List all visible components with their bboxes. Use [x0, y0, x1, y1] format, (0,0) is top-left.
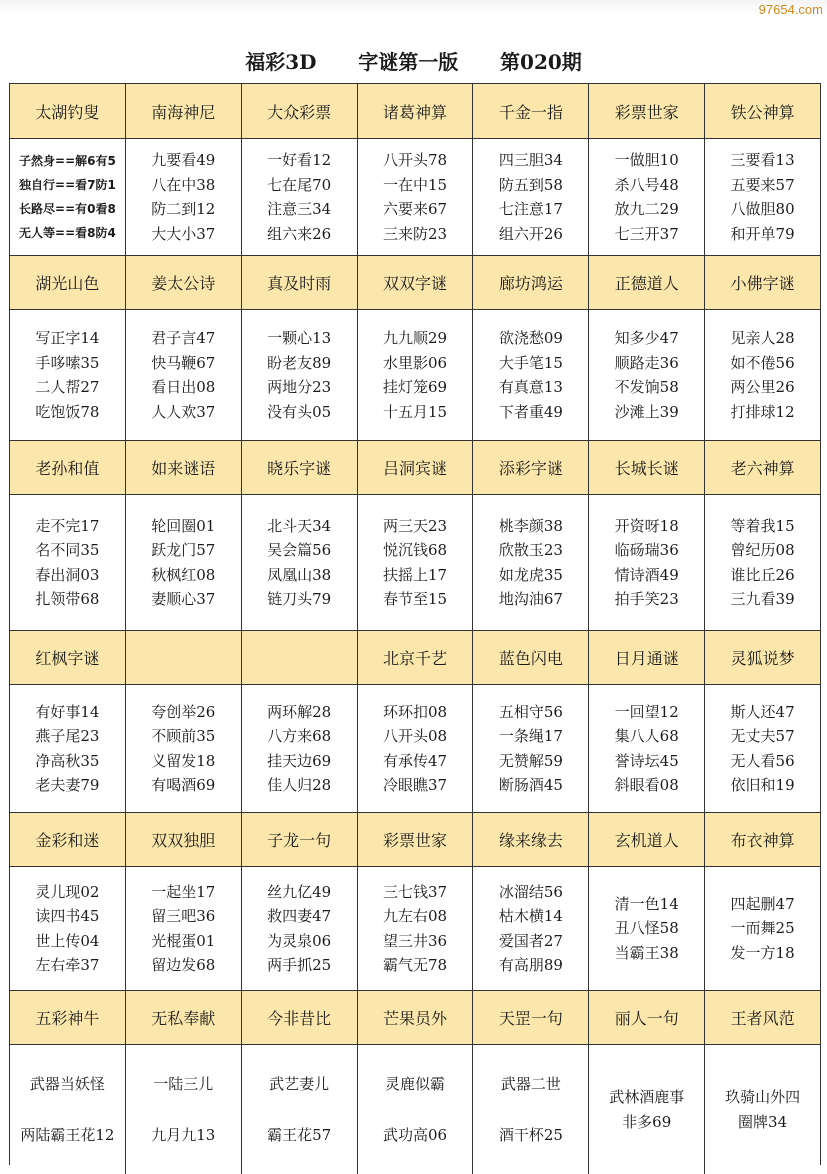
- column-header: [357, 813, 473, 866]
- column-header: [10, 256, 125, 309]
- riddle-line: 打排球12: [730, 402, 795, 421]
- riddle-cell: [10, 867, 125, 990]
- column-header: [472, 813, 588, 866]
- riddle-line: 顺路走36: [614, 353, 679, 372]
- riddle-line: 开资呀18: [614, 516, 679, 535]
- riddle-line: 断肠酒45: [498, 776, 563, 794]
- riddle-line: 灵儿现02: [35, 882, 100, 901]
- riddle-cell: [10, 495, 125, 630]
- column-header-label: 布衣神算: [730, 831, 795, 850]
- riddle-row: [10, 138, 820, 255]
- riddle-line: 子然身==解6有5: [19, 154, 116, 168]
- riddle-line: 斯人还47: [730, 702, 795, 721]
- riddle-cell: [241, 1045, 357, 1174]
- riddle-line: 四三胆34: [498, 151, 563, 169]
- column-header-label: 晓乐字谜: [267, 459, 332, 478]
- riddle-line: 八方来68: [267, 727, 332, 745]
- riddle-line: 七注意17: [498, 200, 563, 218]
- column-header-label: 丽人一句: [614, 1009, 679, 1028]
- riddle-row: [10, 309, 820, 440]
- riddle-line: 丑八怪58: [614, 919, 679, 938]
- riddle-line: 冰溜结56: [498, 882, 563, 901]
- column-header: [357, 991, 473, 1044]
- riddle-cell: [357, 867, 473, 990]
- column-header: [125, 631, 241, 684]
- riddle-line: 无人等==看8防4: [19, 226, 116, 240]
- riddle-line: 霸王花57: [267, 1125, 332, 1144]
- riddle-line: 两陆霸王花12: [20, 1125, 115, 1144]
- riddle-line: 沙滩上39: [614, 402, 679, 421]
- riddle-line: 挂灯笼69: [382, 378, 448, 396]
- riddle-line: 人人欢37: [151, 402, 216, 421]
- riddle-cell: [472, 685, 588, 812]
- riddle-line: 武林酒鹿事非多69: [609, 1088, 685, 1131]
- riddle-line: 武器当妖怪: [29, 1075, 105, 1093]
- riddle-line: 无赞解59: [498, 751, 563, 770]
- riddle-line: 一好看12: [267, 151, 332, 169]
- header-row: [10, 255, 820, 309]
- riddle-line: 防二到12: [151, 200, 216, 218]
- riddle-line: 如龙虎35: [498, 565, 563, 584]
- column-header-label: 廊坊鸿运: [498, 274, 563, 293]
- riddle-line: 留三吧36: [151, 907, 216, 925]
- riddle-line: 一起坐17: [151, 882, 216, 901]
- riddle-line: 妻顺心37: [151, 590, 216, 608]
- column-header: [241, 441, 357, 494]
- column-header: [472, 84, 588, 138]
- riddle-cell: [588, 1045, 704, 1174]
- column-header-label: 玄机道人: [614, 831, 679, 850]
- column-header-label: 老孙和值: [35, 459, 100, 478]
- riddle-line: 净高秋35: [35, 751, 100, 770]
- riddle-cell: [10, 139, 125, 255]
- riddle-line: 清一色14: [614, 894, 679, 913]
- riddle-cell: [472, 310, 588, 440]
- riddle-line: 注意三34: [267, 200, 332, 218]
- riddle-line: 八做胆80: [730, 200, 795, 218]
- riddle-line: 欲浇愁09: [498, 329, 563, 347]
- riddle-line: 挂天边69: [267, 751, 332, 770]
- column-header-label: 王者风范: [730, 1009, 795, 1028]
- riddle-line: 无丈夫57: [730, 727, 795, 745]
- riddle-row: [10, 1044, 820, 1174]
- riddle-cell: [125, 867, 241, 990]
- riddle-line: 有真意13: [498, 378, 563, 396]
- riddle-line: 有高朋89: [498, 956, 563, 974]
- riddle-line: 夸创举26: [151, 702, 216, 721]
- riddle-cell: [472, 1045, 588, 1174]
- riddle-line: 誉诗坛45: [614, 751, 679, 770]
- riddle-line: 链刀头79: [267, 590, 332, 608]
- riddle-row: [10, 494, 820, 630]
- riddle-line: 左右牵37: [35, 956, 100, 974]
- riddle-cell: [357, 1045, 473, 1174]
- riddle-line: 北斗天34: [267, 516, 332, 535]
- riddle-cell: [241, 310, 357, 440]
- riddle-line: 看日出08: [151, 378, 216, 396]
- riddle-line: 一颗心13: [267, 329, 332, 347]
- riddle-line: 霸气无78: [382, 956, 448, 974]
- riddle-line: 玖骑山外四圈牌34: [725, 1088, 801, 1131]
- riddle-cell: [357, 310, 473, 440]
- column-header-label: 小佛字谜: [730, 274, 795, 293]
- riddle-line: 八在中38: [151, 175, 216, 194]
- riddle-line: 有承传47: [382, 751, 448, 770]
- column-header-label: 双双独胆: [151, 831, 216, 850]
- column-header: [588, 256, 704, 309]
- riddle-cell: [125, 495, 241, 630]
- column-header-label: 长城长谜: [614, 459, 679, 478]
- column-header-label: 双双字谜: [383, 274, 448, 293]
- column-header: [357, 84, 473, 138]
- header-row: [10, 440, 820, 494]
- riddle-line: 灵鹿似霸: [385, 1075, 446, 1093]
- riddle-line: 杀八号48: [614, 175, 679, 194]
- riddle-line: 九要看49: [151, 151, 216, 169]
- riddle-cell: [125, 310, 241, 440]
- riddle-cell: [472, 139, 588, 255]
- column-header: [472, 256, 588, 309]
- column-header: [241, 991, 357, 1044]
- riddle-line: 长路尽==有0看8: [19, 202, 116, 216]
- column-header: [241, 631, 357, 684]
- riddle-cell: [704, 495, 820, 630]
- riddle-cell: [704, 139, 820, 255]
- riddle-cell: [704, 685, 820, 812]
- column-header: [241, 813, 357, 866]
- riddle-line: 名不同35: [35, 541, 100, 559]
- riddle-cell: [357, 495, 473, 630]
- riddle-line: 救四妻47: [267, 907, 332, 925]
- riddle-line: 八开头78: [382, 151, 448, 169]
- riddle-line: 冷眼瞧37: [382, 776, 448, 794]
- riddle-line: 斜眼看08: [614, 776, 679, 794]
- riddle-line: 九月九13: [151, 1125, 216, 1144]
- riddle-line: 盼老友89: [267, 353, 332, 372]
- riddle-line: 九九顺29: [382, 329, 448, 347]
- column-header: [125, 84, 241, 138]
- riddle-line: 手哆嗦35: [35, 353, 100, 372]
- column-header: [704, 84, 820, 138]
- riddle-line: 两地分23: [267, 378, 332, 396]
- riddle-line: 世上传04: [35, 931, 100, 950]
- riddle-line: 悦沉钱68: [382, 541, 448, 559]
- column-header-label: 南海神尼: [151, 102, 216, 122]
- column-header-label: 子龙一句: [267, 831, 332, 850]
- column-header: [357, 256, 473, 309]
- riddle-line: 有喝酒69: [151, 776, 216, 794]
- riddle-line: 三要看13: [730, 151, 795, 169]
- riddle-line: 爱国者27: [498, 931, 563, 950]
- column-header: [10, 631, 125, 684]
- riddle-line: 情诗酒49: [614, 565, 679, 584]
- page-title: 福彩3D 字谜第一版 第020期: [245, 50, 582, 74]
- column-header: [704, 441, 820, 494]
- riddle-line: 等着我15: [730, 516, 795, 535]
- column-header: [588, 631, 704, 684]
- riddle-cell: [357, 685, 473, 812]
- riddle-line: 七三开37: [614, 224, 679, 243]
- riddle-line: 望三井36: [382, 931, 448, 950]
- column-header-label: 真及时雨: [267, 274, 332, 293]
- riddle-line: 光棍蛋01: [151, 931, 216, 950]
- riddle-line: 和开单79: [730, 224, 795, 243]
- riddle-cell: [125, 139, 241, 255]
- column-header-label: 老六神算: [730, 459, 795, 478]
- riddle-line: 有好事14: [35, 702, 100, 721]
- column-header: [704, 991, 820, 1044]
- riddle-line: 一在中15: [382, 175, 448, 194]
- riddle-line: 一而舞25: [730, 919, 795, 938]
- riddle-line: 大大小37: [151, 224, 216, 243]
- column-header-label: 北京千艺: [383, 649, 448, 668]
- riddle-line: 拍手笑23: [614, 590, 679, 608]
- column-header-label: 添彩字谜: [498, 459, 563, 478]
- riddle-line: 写正字14: [35, 329, 100, 347]
- column-header-label: 蓝色闪电: [498, 649, 563, 668]
- column-header: [125, 813, 241, 866]
- riddle-line: 酒干杯25: [498, 1125, 563, 1144]
- column-header-label: 红枫字谜: [35, 649, 100, 668]
- riddle-line: 两手抓25: [267, 956, 332, 974]
- column-header-label: 诸葛神算: [383, 102, 448, 122]
- riddle-line: 一回望12: [614, 702, 679, 721]
- riddle-line: 君子言47: [151, 329, 216, 347]
- header-row: [10, 630, 820, 684]
- riddle-line: 春出洞03: [35, 565, 100, 584]
- column-header: [357, 631, 473, 684]
- column-header: [704, 813, 820, 866]
- column-header-label: 吕洞宾谜: [383, 459, 448, 478]
- riddle-cell: [10, 1045, 125, 1174]
- riddle-line: 环环扣08: [382, 702, 448, 721]
- column-header: [472, 441, 588, 494]
- riddle-line: 临砀瑞36: [614, 541, 679, 559]
- riddle-line: 水里影06: [382, 353, 448, 372]
- column-header-label: 大众彩票: [267, 102, 332, 122]
- riddle-line: 依旧和19: [730, 776, 795, 794]
- riddle-line: 见亲人28: [730, 329, 795, 347]
- riddle-line: 读四书45: [35, 907, 100, 925]
- column-header: [472, 631, 588, 684]
- column-header-label: 五彩神牛: [35, 1009, 100, 1028]
- riddle-line: 地沟油67: [498, 590, 563, 608]
- riddle-line: 没有头05: [267, 402, 332, 421]
- riddle-line: 吃饱饭78: [35, 402, 100, 421]
- riddle-row: [10, 684, 820, 812]
- column-header: [125, 991, 241, 1044]
- riddle-grid: [9, 83, 821, 1165]
- top-band: [0, 0, 827, 14]
- column-header-label: 千金一指: [498, 102, 563, 122]
- column-header: [472, 991, 588, 1044]
- riddle-line: 留边发68: [151, 956, 216, 974]
- riddle-line: 组六来26: [267, 224, 332, 243]
- watermark: 97654.com: [758, 2, 823, 17]
- column-header-label: 芒果员外: [383, 1009, 448, 1028]
- column-header-label: 正德道人: [614, 274, 679, 293]
- riddle-cell: [588, 139, 704, 255]
- riddle-line: 桃李颜38: [498, 516, 563, 535]
- column-header-label: 灵狐说梦: [730, 649, 795, 668]
- column-header: [10, 813, 125, 866]
- riddle-line: 四起删47: [730, 894, 795, 913]
- riddle-line: 不顾前35: [151, 727, 216, 745]
- riddle-cell: [10, 310, 125, 440]
- riddle-line: 独自行==看7防1: [19, 178, 116, 192]
- riddle-line: 二人帮27: [35, 378, 100, 396]
- riddle-line: 义留发18: [151, 751, 216, 770]
- riddle-line: 春节至15: [382, 590, 448, 608]
- riddle-line: 放九二29: [614, 200, 679, 218]
- riddle-line: 欣散玉23: [498, 541, 563, 559]
- riddle-line: 扎领带68: [35, 590, 100, 608]
- riddle-cell: [241, 139, 357, 255]
- column-header-label: 姜太公诗: [151, 274, 216, 293]
- riddle-line: 谁比丘26: [730, 565, 795, 584]
- column-header: [357, 441, 473, 494]
- riddle-cell: [241, 685, 357, 812]
- riddle-line: 三七钱37: [382, 882, 448, 901]
- riddle-cell: [125, 1045, 241, 1174]
- column-header-label: 今非昔比: [267, 1009, 332, 1028]
- riddle-line: 曾纪历08: [730, 541, 795, 559]
- riddle-line: 三来防23: [382, 224, 448, 243]
- riddle-line: 下者重49: [498, 402, 563, 421]
- riddle-line: 六要来67: [382, 200, 448, 218]
- column-header-label: 如来谜语: [151, 459, 216, 478]
- riddle-line: 无人看56: [730, 751, 795, 770]
- riddle-row: [10, 866, 820, 990]
- riddle-line: 武艺妻儿: [269, 1075, 330, 1093]
- riddle-line: 三九看39: [730, 590, 795, 608]
- column-header: [125, 256, 241, 309]
- riddle-line: 武功高06: [382, 1125, 448, 1144]
- riddle-cell: [357, 139, 473, 255]
- column-header-label: 缘来缘去: [498, 831, 563, 850]
- column-header-label: 湖光山色: [35, 274, 100, 293]
- riddle-line: 吴会篇56: [267, 541, 332, 559]
- column-header-label: 天罡一句: [498, 1009, 563, 1028]
- column-header: [704, 256, 820, 309]
- riddle-line: 燕子尾23: [35, 727, 100, 745]
- riddle-line: 一做胆10: [614, 151, 679, 169]
- column-header-label: 金彩和迷: [35, 831, 100, 850]
- header-row: [10, 990, 820, 1044]
- column-header-label: 彩票世家: [383, 831, 448, 850]
- riddle-line: 扶摇上17: [382, 565, 448, 584]
- riddle-line: 为灵泉06: [267, 931, 332, 950]
- riddle-line: 八开头08: [382, 727, 448, 745]
- riddle-cell: [472, 495, 588, 630]
- riddle-cell: [588, 685, 704, 812]
- riddle-line: 组六开26: [498, 224, 563, 243]
- riddle-cell: [10, 685, 125, 812]
- header-row: [10, 812, 820, 866]
- riddle-line: 发一方18: [730, 943, 795, 962]
- riddle-cell: [588, 310, 704, 440]
- riddle-line: 两三天23: [382, 516, 448, 535]
- column-header: [241, 84, 357, 138]
- riddle-line: 轮回圈01: [151, 516, 216, 535]
- column-header: [588, 991, 704, 1044]
- riddle-line: 防五到58: [498, 175, 563, 194]
- riddle-cell: [704, 867, 820, 990]
- riddle-line: 知多少47: [614, 329, 679, 347]
- riddle-line: 一条绳17: [498, 727, 563, 745]
- riddle-line: 枯木横14: [498, 907, 563, 925]
- column-header-label: 彩票世家: [614, 102, 679, 122]
- riddle-line: 武器二世: [500, 1075, 561, 1093]
- column-header: [588, 441, 704, 494]
- riddle-line: 老夫妻79: [35, 776, 100, 794]
- column-header-label: 铁公神算: [730, 102, 795, 122]
- riddle-line: 五相守56: [498, 702, 563, 721]
- riddle-line: 五要来57: [730, 175, 795, 194]
- header-row: [10, 84, 820, 138]
- riddle-line: 十五月15: [382, 402, 448, 421]
- column-header-label: 无私奉献: [151, 1009, 216, 1028]
- riddle-line: 走不完17: [35, 516, 100, 535]
- riddle-line: 大手笔15: [498, 353, 563, 372]
- riddle-line: 秋枫红08: [151, 565, 216, 584]
- riddle-line: 七在尾70: [267, 175, 332, 194]
- column-header: [588, 84, 704, 138]
- riddle-line: 两公里26: [730, 378, 795, 396]
- riddle-cell: [588, 867, 704, 990]
- riddle-line: 不发饷58: [614, 378, 679, 396]
- riddle-line: 集八人68: [614, 727, 679, 745]
- column-header: [704, 631, 820, 684]
- column-header-label: 日月通谜: [614, 649, 679, 668]
- column-header: [241, 256, 357, 309]
- riddle-line: 九左右08: [382, 907, 448, 925]
- riddle-line: 快马鞭67: [151, 353, 216, 372]
- riddle-line: 丝九亿49: [267, 882, 332, 901]
- column-header: [10, 991, 125, 1044]
- riddle-line: 凤凰山38: [267, 565, 332, 584]
- riddle-line: 跃龙门57: [151, 541, 216, 559]
- column-header: [125, 441, 241, 494]
- riddle-cell: [472, 867, 588, 990]
- column-header: [10, 84, 125, 138]
- column-header: [10, 441, 125, 494]
- column-header: [588, 813, 704, 866]
- riddle-line: 佳人归28: [267, 776, 332, 794]
- riddle-cell: [241, 867, 357, 990]
- riddle-cell: [704, 310, 820, 440]
- column-header-label: 太湖钓叟: [35, 102, 100, 122]
- riddle-line: 一陆三儿: [153, 1075, 214, 1093]
- riddle-line: 两环解28: [267, 702, 332, 721]
- riddle-cell: [588, 495, 704, 630]
- riddle-cell: [241, 495, 357, 630]
- riddle-line: 当霸王38: [614, 943, 679, 962]
- riddle-cell: [704, 1045, 820, 1174]
- riddle-cell: [125, 685, 241, 812]
- riddle-line: 如不倦56: [730, 353, 795, 372]
